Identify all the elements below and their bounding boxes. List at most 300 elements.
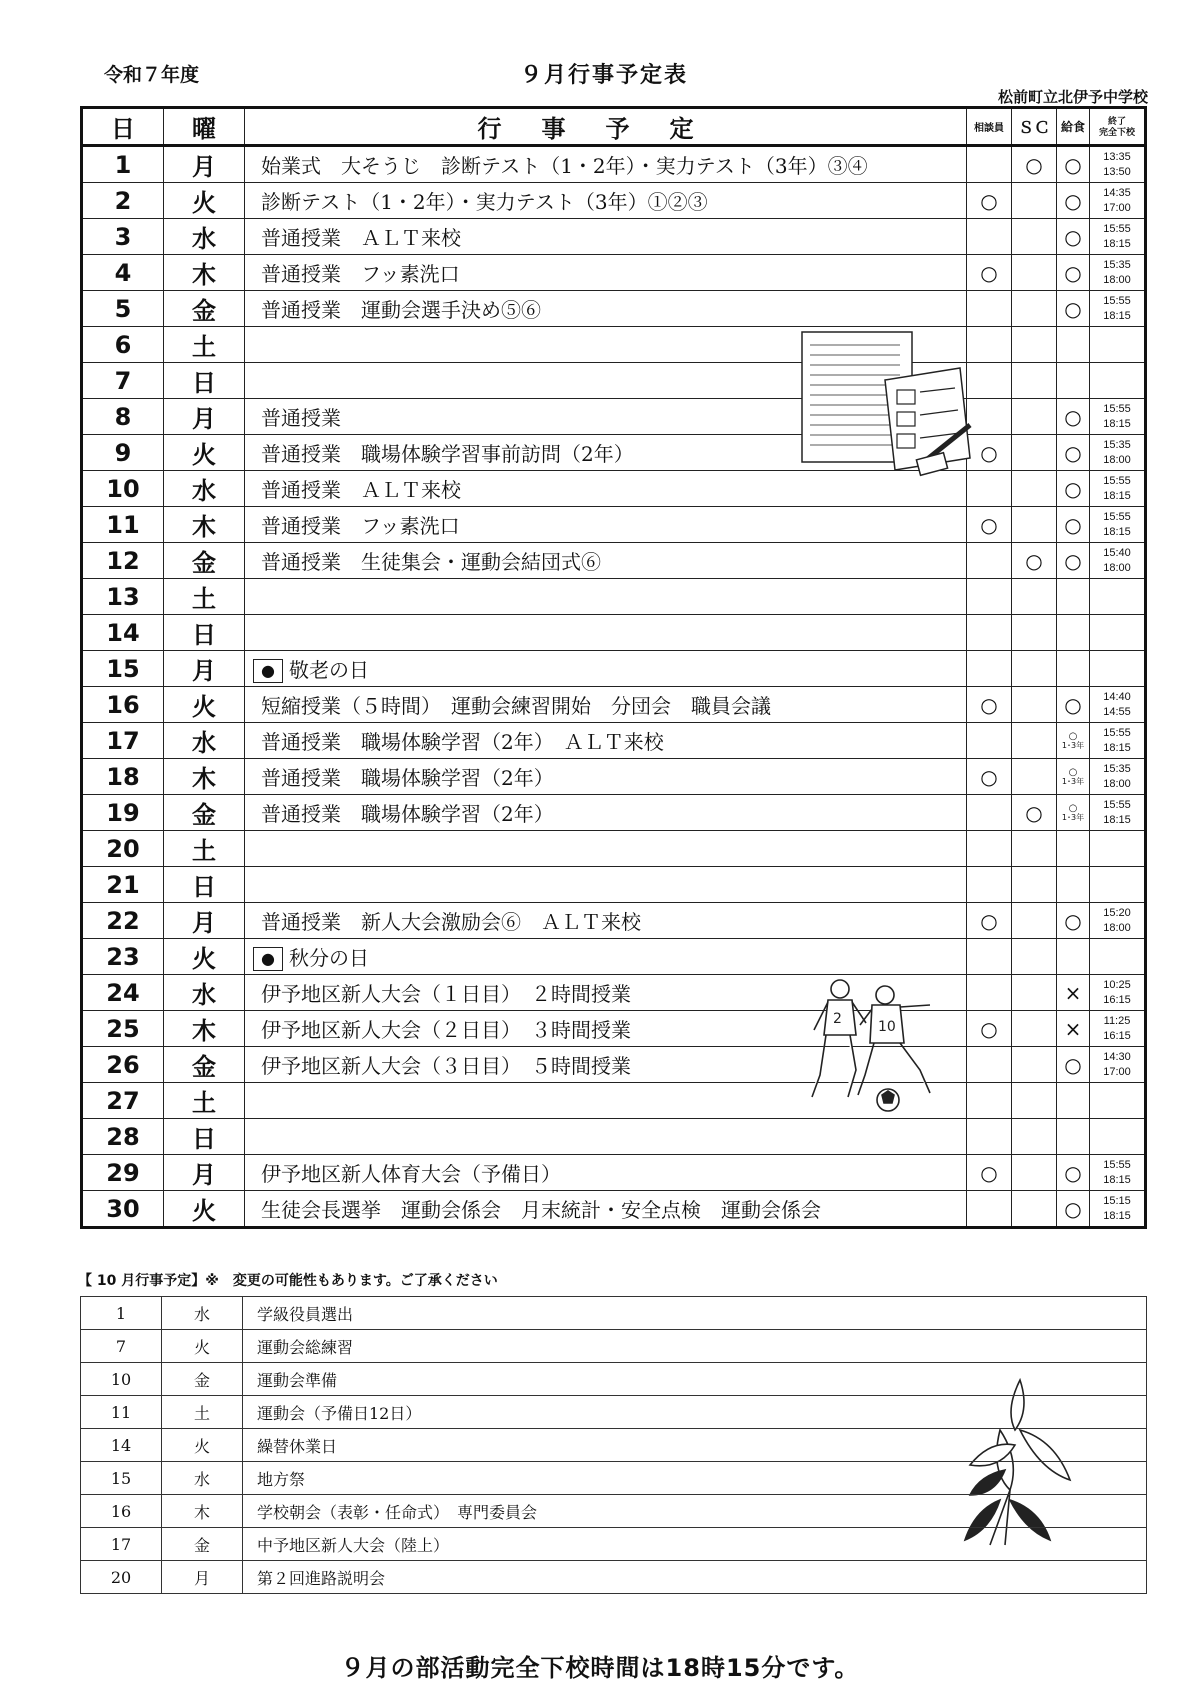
list-item <box>81 1429 1147 1462</box>
event-text: 普通授業 ＡＬＴ来校 <box>261 226 461 250</box>
list-item <box>81 1495 1147 1528</box>
table-row <box>82 255 1146 291</box>
event-cell <box>245 651 967 687</box>
day-cell: 22 <box>82 903 164 939</box>
event-text: 普通授業 フッ素洗口 <box>261 514 460 538</box>
school-name: 松前町立北伊予中学校 <box>997 88 1148 106</box>
weekday-cell: 日 <box>164 615 245 651</box>
counselor-cell: ○ <box>967 507 1012 543</box>
sc-cell <box>1012 1047 1057 1083</box>
table-row <box>82 291 1146 327</box>
lunch-grades: 1･3年 <box>1061 740 1085 750</box>
event-text: 伊予地区新人大会（１日目） ２時間授業 <box>261 982 631 1006</box>
end-time: 15:55 <box>1103 1158 1131 1171</box>
event-cell <box>245 1155 967 1191</box>
lunch-cell <box>1057 795 1090 831</box>
oct-day-cell: 15 <box>81 1462 162 1495</box>
soccer-players-illustration <box>810 975 960 1120</box>
counselor-cell <box>967 291 1012 327</box>
oct-weekday-cell: 金 <box>162 1363 243 1396</box>
weekday-cell: 水 <box>164 723 245 759</box>
list-item <box>81 1462 1147 1495</box>
dismissal-time: 18:15 <box>1103 237 1131 250</box>
day-cell: 9 <box>82 435 164 471</box>
event-cell <box>245 867 967 903</box>
day-cell: 26 <box>82 1047 164 1083</box>
list-item <box>81 1396 1147 1429</box>
sc-cell <box>1012 1191 1057 1228</box>
weekday-cell: 火 <box>164 939 245 975</box>
lunch-mark: ○ <box>1068 766 1078 778</box>
table-row <box>82 507 1146 543</box>
event-text: 普通授業 <box>261 406 341 430</box>
dismissal-cell <box>1090 903 1146 939</box>
lunch-mark: × <box>1064 1016 1082 1041</box>
oct-event-cell: 運動会準備 <box>243 1363 1147 1396</box>
oct-weekday-cell: 火 <box>162 1429 243 1462</box>
oct-weekday-cell: 月 <box>162 1561 243 1594</box>
dismissal-time: 18:15 <box>1103 1209 1131 1222</box>
day-cell: 25 <box>82 1011 164 1047</box>
dismissal-cell <box>1090 1119 1146 1155</box>
holiday-marker: ● <box>253 947 283 971</box>
table-row <box>82 1047 1146 1083</box>
table-row <box>82 831 1146 867</box>
event-text: 普通授業 新人大会激励会⑥ ＡＬＴ来校 <box>261 910 641 934</box>
day-cell: 24 <box>82 975 164 1011</box>
end-time: 10:25 <box>1103 978 1131 991</box>
oct-day-cell: 7 <box>81 1330 162 1363</box>
oct-event-cell: 運動会総練習 <box>243 1330 1147 1363</box>
lunch-cell <box>1057 1119 1090 1155</box>
test-papers-illustration <box>800 330 980 480</box>
lunch-mark: ○ <box>1064 440 1082 465</box>
end-time: 15:35 <box>1103 258 1131 271</box>
weekday-cell: 水 <box>164 471 245 507</box>
day-cell: 28 <box>82 1119 164 1155</box>
day-cell: 17 <box>82 723 164 759</box>
event-text: 生徒会長選挙 運動会係会 月末統計・安全点検 運動会係会 <box>261 1198 821 1222</box>
counselor-cell <box>967 1047 1012 1083</box>
table-row <box>82 759 1146 795</box>
day-cell: 8 <box>82 399 164 435</box>
end-time: 13:35 <box>1103 150 1131 163</box>
counselor-cell: ○ <box>967 903 1012 939</box>
lunch-mark: ○ <box>1064 404 1082 429</box>
sc-cell <box>1012 759 1057 795</box>
counselor-cell <box>967 1119 1012 1155</box>
table-row <box>82 1191 1146 1228</box>
header-events: 行事予定 <box>245 108 967 146</box>
dismissal-cell <box>1090 579 1146 615</box>
list-item <box>81 1363 1147 1396</box>
day-cell: 27 <box>82 1083 164 1119</box>
sc-cell <box>1012 723 1057 759</box>
end-time: 15:55 <box>1103 294 1131 307</box>
day-cell: 10 <box>82 471 164 507</box>
lunch-mark: ○ <box>1064 476 1082 501</box>
sc-cell <box>1012 903 1057 939</box>
table-row <box>82 687 1146 723</box>
weekday-cell: 日 <box>164 363 245 399</box>
table-header-row <box>82 108 1146 146</box>
event-cell <box>245 723 967 759</box>
lunch-mark: ○ <box>1064 296 1082 321</box>
lunch-cell <box>1057 327 1090 363</box>
end-time: 14:30 <box>1103 1050 1131 1063</box>
list-item <box>81 1330 1147 1363</box>
sc-cell <box>1012 831 1057 867</box>
table-row <box>82 1119 1146 1155</box>
sc-cell <box>1012 255 1057 291</box>
sc-cell <box>1012 579 1057 615</box>
oct-weekday-cell: 木 <box>162 1495 243 1528</box>
day-cell: 4 <box>82 255 164 291</box>
sc-cell <box>1012 183 1057 219</box>
event-text: 伊予地区新人体育大会（予備日） <box>261 1162 561 1186</box>
table-row <box>82 867 1146 903</box>
dismissal-cell <box>1090 759 1146 795</box>
counselor-cell: ○ <box>967 255 1012 291</box>
day-cell: 1 <box>82 146 164 183</box>
table-row <box>82 363 1146 399</box>
sc-cell <box>1012 615 1057 651</box>
lunch-mark: ○ <box>1064 548 1082 573</box>
lunch-cell <box>1057 255 1090 291</box>
day-cell: 18 <box>82 759 164 795</box>
day-cell: 13 <box>82 579 164 615</box>
table-row <box>82 1083 1146 1119</box>
lunch-cell <box>1057 687 1090 723</box>
counselor-cell: ○ <box>967 1011 1012 1047</box>
dismissal-time: 13:50 <box>1103 165 1131 178</box>
dismissal-cell <box>1090 471 1146 507</box>
event-cell <box>245 615 967 651</box>
dismissal-cell <box>1090 543 1146 579</box>
dismissal-time: 16:15 <box>1103 1029 1131 1042</box>
end-time: 15:15 <box>1103 1194 1131 1207</box>
day-cell: 14 <box>82 615 164 651</box>
day-cell: 15 <box>82 651 164 687</box>
event-cell <box>245 1119 967 1155</box>
table-row <box>82 471 1146 507</box>
event-text: 普通授業 フッ素洗口 <box>261 262 460 286</box>
dismissal-cell <box>1090 615 1146 651</box>
dismissal-cell <box>1090 687 1146 723</box>
table-row <box>82 939 1146 975</box>
table-row <box>82 1011 1146 1047</box>
dismissal-cell <box>1090 975 1146 1011</box>
dismissal-cell <box>1090 507 1146 543</box>
oct-event-cell: 繰替休業日 <box>243 1429 1147 1462</box>
oct-day-cell: 16 <box>81 1495 162 1528</box>
weekday-cell: 月 <box>164 651 245 687</box>
header-dismissal: 終了 完全下校 <box>1090 108 1146 146</box>
weekday-cell: 木 <box>164 507 245 543</box>
dismissal-time: 14:55 <box>1103 705 1131 718</box>
fiscal-year: 令和７年度 <box>104 64 200 86</box>
weekday-cell: 木 <box>164 1011 245 1047</box>
header-counselor: 相談員 <box>967 108 1012 146</box>
counselor-cell <box>967 723 1012 759</box>
list-item <box>81 1528 1147 1561</box>
end-time: 15:20 <box>1103 906 1131 919</box>
event-text: 短縮授業（５時間） 運動会練習開始 分団会 職員会議 <box>261 694 771 718</box>
lunch-mark: ○ <box>1064 512 1082 537</box>
lunch-cell <box>1057 903 1090 939</box>
event-text: 普通授業 職場体験学習（2年） ＡＬＴ来校 <box>261 730 664 754</box>
table-row <box>82 975 1146 1011</box>
weekday-cell: 月 <box>164 1155 245 1191</box>
oct-event-cell: 学級役員選出 <box>243 1297 1147 1330</box>
table-row <box>82 399 1146 435</box>
counselor-cell <box>967 615 1012 651</box>
lunch-mark: ○ <box>1064 692 1082 717</box>
header-day: 日 <box>82 108 164 146</box>
lunch-mark: ○ <box>1068 802 1078 814</box>
sc-cell <box>1012 471 1057 507</box>
weekday-cell: 土 <box>164 579 245 615</box>
end-time: 15:55 <box>1103 474 1131 487</box>
lunch-cell <box>1057 1047 1090 1083</box>
lunch-cell <box>1057 219 1090 255</box>
dismissal-time: 16:15 <box>1103 993 1131 1006</box>
sc-cell <box>1012 507 1057 543</box>
dismissal-time: 18:00 <box>1103 273 1131 286</box>
day-cell: 29 <box>82 1155 164 1191</box>
sc-cell: ○ <box>1012 146 1057 183</box>
table-row <box>82 651 1146 687</box>
weekday-cell: 木 <box>164 255 245 291</box>
lunch-cell <box>1057 1083 1090 1119</box>
weekday-cell: 火 <box>164 687 245 723</box>
counselor-cell <box>967 543 1012 579</box>
weekday-cell: 火 <box>164 1191 245 1228</box>
counselor-cell <box>967 1083 1012 1119</box>
oct-weekday-cell: 水 <box>162 1462 243 1495</box>
page-title: ９月行事予定表 <box>520 63 689 88</box>
counselor-cell: ○ <box>967 183 1012 219</box>
lunch-cell <box>1057 939 1090 975</box>
sc-cell <box>1012 975 1057 1011</box>
day-cell: 21 <box>82 867 164 903</box>
counselor-cell <box>967 975 1012 1011</box>
event-cell <box>245 543 967 579</box>
counselor-cell: ○ <box>967 435 1012 471</box>
table-row <box>82 903 1146 939</box>
header-weekday: 曜 <box>164 108 245 146</box>
day-cell: 20 <box>82 831 164 867</box>
counselor-cell <box>967 831 1012 867</box>
lunch-cell <box>1057 1011 1090 1047</box>
counselor-cell <box>967 651 1012 687</box>
counselor-cell: ○ <box>967 1155 1012 1191</box>
end-time: 14:35 <box>1103 186 1131 199</box>
lunch-cell <box>1057 831 1090 867</box>
weekday-cell: 水 <box>164 975 245 1011</box>
event-text: 始業式 大そうじ 診断テスト（1・2年）・実力テスト（3年）③④ <box>261 154 868 178</box>
list-item <box>81 1561 1147 1594</box>
table-row <box>82 795 1146 831</box>
lunch-mark: ○ <box>1064 188 1082 213</box>
svg-text:2: 2 <box>833 1011 842 1027</box>
event-text: 秋分の日 <box>289 945 369 970</box>
counselor-cell <box>967 939 1012 975</box>
lunch-mark: ○ <box>1064 224 1082 249</box>
lunch-cell <box>1057 615 1090 651</box>
event-cell <box>245 687 967 723</box>
end-time: 14:40 <box>1103 690 1131 703</box>
weekday-cell: 金 <box>164 291 245 327</box>
lunch-mark: ○ <box>1064 1196 1082 1221</box>
lunch-cell <box>1057 579 1090 615</box>
counselor-cell: ○ <box>967 687 1012 723</box>
oct-event-cell: 地方祭 <box>243 1462 1147 1495</box>
dismissal-cell <box>1090 831 1146 867</box>
dismissal-cell <box>1090 399 1146 435</box>
event-cell <box>245 183 967 219</box>
counselor-cell <box>967 867 1012 903</box>
weekday-cell: 火 <box>164 435 245 471</box>
day-cell: 6 <box>82 327 164 363</box>
oct-day-cell: 10 <box>81 1363 162 1396</box>
lunch-cell <box>1057 435 1090 471</box>
oct-day-cell: 1 <box>81 1297 162 1330</box>
sc-cell <box>1012 291 1057 327</box>
end-time: 15:40 <box>1103 546 1131 559</box>
day-cell: 5 <box>82 291 164 327</box>
sc-cell <box>1012 1011 1057 1047</box>
counselor-cell <box>967 219 1012 255</box>
dismissal-cell <box>1090 1083 1146 1119</box>
dismissal-cell <box>1090 146 1146 183</box>
event-text: 普通授業 職場体験学習（2年） <box>261 766 554 790</box>
day-cell: 2 <box>82 183 164 219</box>
end-time: 11:25 <box>1103 1014 1131 1027</box>
sc-cell <box>1012 1083 1057 1119</box>
end-time: 15:55 <box>1103 510 1131 523</box>
weekday-cell: 土 <box>164 327 245 363</box>
oct-weekday-cell: 火 <box>162 1330 243 1363</box>
lunch-cell <box>1057 543 1090 579</box>
day-cell: 3 <box>82 219 164 255</box>
september-schedule-table <box>80 106 1147 1229</box>
dismissal-cell <box>1090 363 1146 399</box>
weekday-cell: 月 <box>164 903 245 939</box>
header-sc: ＳＣ <box>1012 108 1057 146</box>
day-cell: 23 <box>82 939 164 975</box>
event-cell <box>245 219 967 255</box>
weekday-cell: 水 <box>164 219 245 255</box>
lunch-cell <box>1057 183 1090 219</box>
weekday-cell: 月 <box>164 146 245 183</box>
sc-cell <box>1012 219 1057 255</box>
day-cell: 16 <box>82 687 164 723</box>
table-row <box>82 1155 1146 1191</box>
oct-weekday-cell: 土 <box>162 1396 243 1429</box>
lunch-grades: 1･3年 <box>1061 812 1085 822</box>
lunch-cell <box>1057 363 1090 399</box>
event-text: 診断テスト（1・2年）・実力テスト（3年）①②③ <box>261 190 708 214</box>
dismissal-cell <box>1090 291 1146 327</box>
lunch-mark: ○ <box>1064 1052 1082 1077</box>
dismissal-time: 18:15 <box>1103 741 1131 754</box>
table-row <box>82 146 1146 183</box>
table-row <box>82 579 1146 615</box>
end-time: 15:55 <box>1103 402 1131 415</box>
oct-event-cell: 中予地区新人大会（陸上） <box>243 1528 1147 1561</box>
dismissal-cell <box>1090 1011 1146 1047</box>
end-time: 15:55 <box>1103 798 1131 811</box>
dismissal-cell <box>1090 651 1146 687</box>
event-cell <box>245 903 967 939</box>
dismissal-time: 18:15 <box>1103 489 1131 502</box>
weekday-cell: 金 <box>164 543 245 579</box>
weekday-cell: 日 <box>164 867 245 903</box>
weekday-cell: 金 <box>164 795 245 831</box>
event-text: 敬老の日 <box>289 657 369 682</box>
weekday-cell: 土 <box>164 1083 245 1119</box>
oct-weekday-cell: 水 <box>162 1297 243 1330</box>
oct-event-cell: 運動会（予備日12日） <box>243 1396 1147 1429</box>
event-text: 普通授業 運動会選手決め⑤⑥ <box>261 298 541 322</box>
counselor-cell: ○ <box>967 759 1012 795</box>
october-schedule-table <box>80 1296 1147 1594</box>
list-item <box>81 1297 1147 1330</box>
event-cell <box>245 831 967 867</box>
weekday-cell: 火 <box>164 183 245 219</box>
dismissal-cell <box>1090 867 1146 903</box>
end-time: 15:55 <box>1103 726 1131 739</box>
dismissal-cell <box>1090 219 1146 255</box>
lunch-cell <box>1057 651 1090 687</box>
event-text: 普通授業 生徒集会・運動会結団式⑥ <box>261 550 601 574</box>
dismissal-cell <box>1090 723 1146 759</box>
oct-event-cell: 第２回進路説明会 <box>243 1561 1147 1594</box>
dismissal-time: 18:00 <box>1103 921 1131 934</box>
event-cell <box>245 255 967 291</box>
sc-cell <box>1012 1119 1057 1155</box>
sc-cell <box>1012 1155 1057 1191</box>
day-cell: 7 <box>82 363 164 399</box>
weekday-cell: 日 <box>164 1119 245 1155</box>
lunch-mark: ○ <box>1068 730 1078 742</box>
sc-cell <box>1012 399 1057 435</box>
club-dismissal-note: ９月の部活動完全下校時間は18時15分です。 <box>340 1654 860 1682</box>
event-cell <box>245 507 967 543</box>
table-row <box>82 183 1146 219</box>
oct-day-cell: 20 <box>81 1561 162 1594</box>
event-cell <box>245 146 967 183</box>
dismissal-time: 18:00 <box>1103 561 1131 574</box>
dismissal-cell <box>1090 327 1146 363</box>
event-text: 普通授業 ＡＬＴ来校 <box>261 478 461 502</box>
event-cell <box>245 579 967 615</box>
dismissal-time: 18:00 <box>1103 777 1131 790</box>
counselor-cell <box>967 146 1012 183</box>
sc-cell: ○ <box>1012 543 1057 579</box>
dismissal-cell <box>1090 255 1146 291</box>
sc-cell: ○ <box>1012 795 1057 831</box>
dismissal-cell <box>1090 183 1146 219</box>
dismissal-time: 18:15 <box>1103 813 1131 826</box>
lunch-cell <box>1057 291 1090 327</box>
counselor-cell <box>967 579 1012 615</box>
lunch-cell <box>1057 471 1090 507</box>
lunch-cell <box>1057 975 1090 1011</box>
table-row <box>82 723 1146 759</box>
table-row <box>82 615 1146 651</box>
